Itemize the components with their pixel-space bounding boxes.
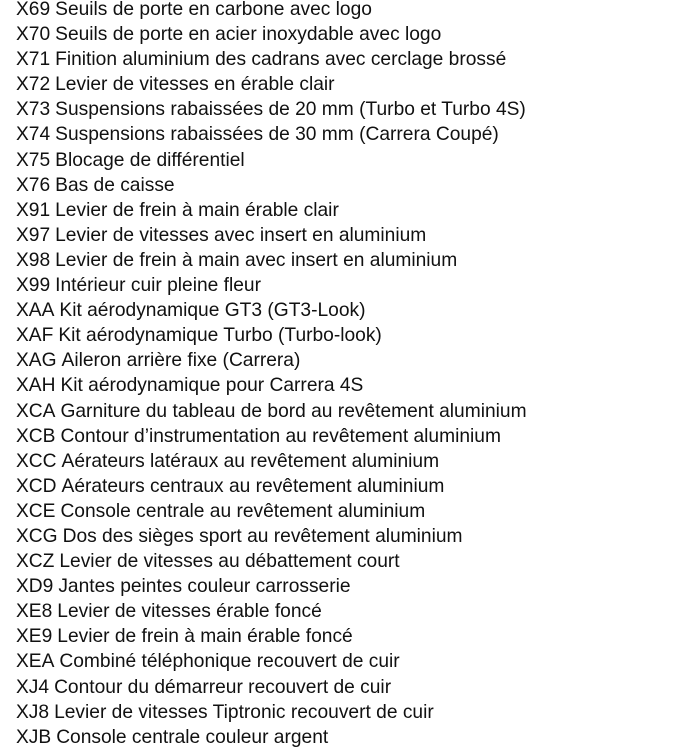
option-item — [16, 0, 527, 22]
option-item — [16, 449, 527, 474]
option-item — [16, 599, 527, 624]
option-code: XAA — [16, 300, 55, 322]
option-item — [16, 122, 527, 147]
option-item — [16, 97, 527, 122]
option-code: X99 — [16, 275, 51, 297]
option-item — [16, 649, 527, 674]
option-label: Kit aérodynamique pour Carrera 4S — [60, 375, 364, 397]
option-item — [16, 399, 527, 424]
option-code: X75 — [16, 149, 51, 171]
option-code: X76 — [16, 174, 51, 196]
option-item — [16, 273, 527, 298]
option-label: Intérieur cuir pleine fleur — [55, 275, 261, 297]
option-item — [16, 223, 527, 248]
option-code: X70 — [16, 24, 51, 46]
option-item — [16, 148, 527, 173]
option-label: Bas de caisse — [55, 174, 175, 196]
option-label: Aérateurs latéraux au revêtement aluminium — [61, 450, 440, 472]
option-label: Seuils de porte en carbone avec logo — [55, 0, 372, 20]
option-code: X97 — [16, 224, 51, 246]
option-code: X74 — [16, 124, 51, 146]
option-label: Levier de vitesses érable foncé — [57, 601, 322, 623]
option-item — [16, 524, 527, 549]
option-label: Aileron arrière fixe (Carrera) — [61, 350, 301, 372]
option-label: Finition aluminium des cadrans avec cerclage brossé — [55, 49, 507, 71]
option-code: XCB — [16, 425, 56, 447]
option-code: XE8 — [16, 601, 53, 623]
option-label: Dos des sièges sport au revêtement aluminium — [62, 525, 463, 547]
option-code: XJ8 — [16, 701, 50, 723]
option-code: XCA — [16, 400, 56, 422]
option-item — [16, 323, 527, 348]
option-label: Contour du démarreur recouvert de cuir — [54, 676, 392, 698]
option-label: Levier de vitesses avec insert en aluminium — [55, 224, 427, 246]
option-item — [16, 373, 527, 398]
option-item — [16, 499, 527, 524]
option-label: Levier de vitesses au débattement court — [59, 551, 400, 573]
option-item — [16, 72, 527, 97]
option-label: Levier de frein à main érable foncé — [57, 626, 353, 648]
option-code: XE9 — [16, 626, 53, 648]
option-label: Kit aérodynamique GT3 (GT3-Look) — [59, 300, 366, 322]
option-code: X71 — [16, 49, 51, 71]
option-code: XCZ — [16, 551, 55, 573]
option-item — [16, 248, 527, 273]
option-label: Levier de frein à main érable clair — [55, 199, 339, 221]
option-code: X91 — [16, 199, 51, 221]
option-label: Combiné téléphonique recouvert de cuir — [59, 651, 400, 673]
option-code: XCE — [16, 500, 56, 522]
option-label: Suspensions rabaissées de 30 mm (Carrera Coupé) — [55, 124, 499, 146]
option-label: Console centrale au revêtement aluminium — [60, 500, 426, 522]
option-code: XCC — [16, 450, 57, 472]
option-label: Contour d’instrumentation au revêtement aluminium — [60, 425, 501, 447]
option-label: Levier de vitesses en érable clair — [55, 74, 335, 96]
option-code: XCD — [16, 475, 57, 497]
option-item — [16, 348, 527, 373]
option-code: X73 — [16, 99, 51, 121]
option-code: XD9 — [16, 576, 54, 598]
option-item — [16, 298, 527, 323]
option-label: Suspensions rabaissées de 20 mm (Turbo et Turbo 4S) — [55, 99, 526, 121]
option-code: X69 — [16, 0, 51, 20]
option-item — [16, 725, 527, 750]
option-item — [16, 574, 527, 599]
option-label: Jantes peintes couleur carrosserie — [58, 576, 351, 598]
option-label: Kit aérodynamique Turbo (Turbo-look) — [58, 325, 382, 347]
option-code-list — [16, 0, 527, 750]
option-label: Seuils de porte en acier inoxydable avec logo — [55, 24, 442, 46]
option-code: XJ4 — [16, 676, 50, 698]
option-code: XCG — [16, 525, 58, 547]
option-item — [16, 675, 527, 700]
option-item — [16, 47, 527, 72]
option-item — [16, 474, 527, 499]
option-code: XEA — [16, 651, 55, 673]
option-item — [16, 22, 527, 47]
option-label: Levier de frein à main avec insert en aluminium — [55, 249, 458, 271]
option-item — [16, 173, 527, 198]
option-code: XAH — [16, 375, 56, 397]
option-label: Garniture du tableau de bord au revêtement aluminium — [60, 400, 527, 422]
option-item — [16, 624, 527, 649]
option-code: X72 — [16, 74, 51, 96]
option-label: Console centrale couleur argent — [56, 726, 329, 748]
option-item — [16, 424, 527, 449]
option-code: XAG — [16, 350, 57, 372]
option-code: XJB — [16, 726, 52, 748]
option-label: Blocage de différentiel — [55, 149, 245, 171]
option-item — [16, 549, 527, 574]
option-label: Aérateurs centraux au revêtement aluminium — [61, 475, 445, 497]
option-item — [16, 198, 527, 223]
option-code: XAF — [16, 325, 54, 347]
option-code: X98 — [16, 249, 51, 271]
option-label: Levier de vitesses Tiptronic recouvert de cuir — [54, 701, 434, 723]
option-item — [16, 700, 527, 725]
